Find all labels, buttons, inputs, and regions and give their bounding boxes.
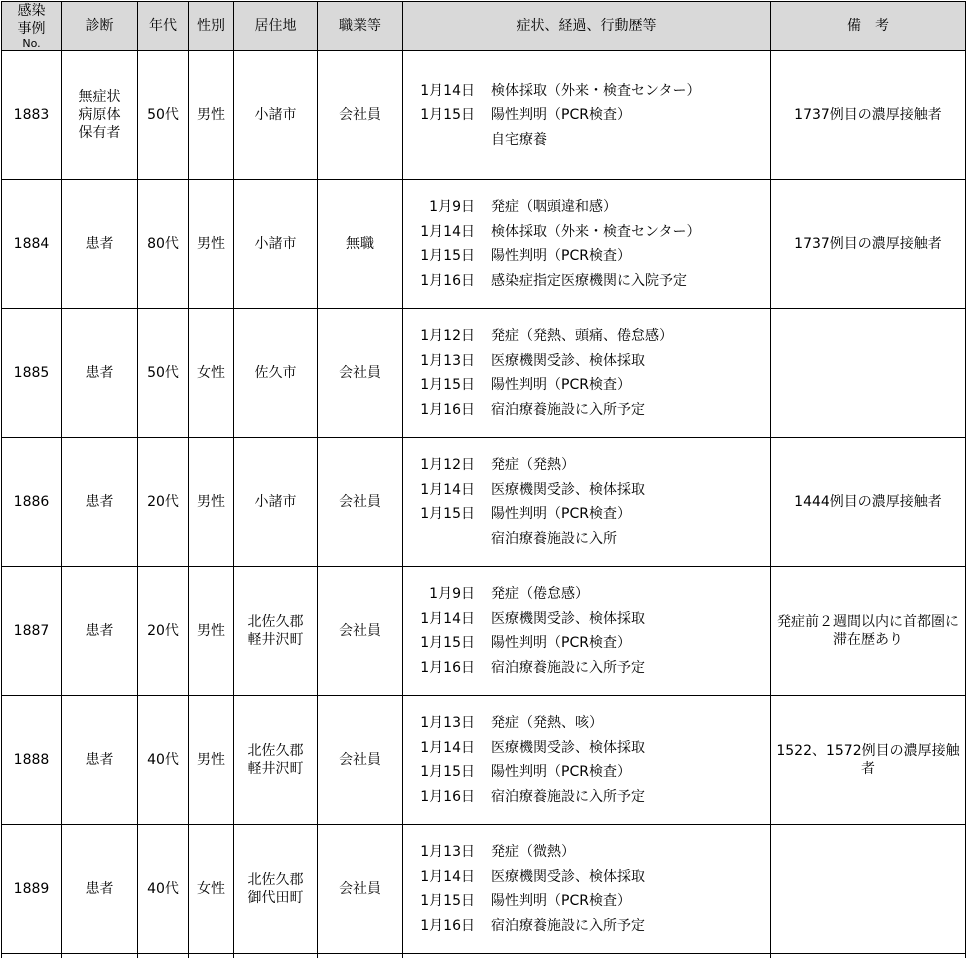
diagnosis-cell <box>62 51 138 180</box>
sex: 男性 <box>189 180 234 309</box>
occupation: 会社員 <box>318 567 403 696</box>
history-date: 1月16日 <box>403 401 491 419</box>
history-event: 宿泊療養施設に入所 <box>491 530 617 548</box>
occupation: 会社員 <box>318 438 403 567</box>
table-cell-partial <box>403 954 771 958</box>
header-notes: 備 考 <box>771 2 966 51</box>
history-entry <box>403 478 770 503</box>
table-cell-partial <box>318 954 403 958</box>
history-event: 陽性判明（PCR検査） <box>491 634 631 652</box>
history-date: 1月13日 <box>403 714 491 732</box>
history-date: 1月14日 <box>403 610 491 628</box>
case-number: 1884 <box>2 180 62 309</box>
diagnosis: 患者 <box>72 880 128 898</box>
history-event: 宿泊療養施設に入所予定 <box>491 917 645 935</box>
history-date: 1月14日 <box>403 481 491 499</box>
history-date: 1月16日 <box>403 917 491 935</box>
history-date: 1月9日 <box>403 198 491 216</box>
header-age: 年代 <box>138 2 189 51</box>
case-number: 1889 <box>2 825 62 954</box>
diagnosis: 無症状 病原体 保有者 <box>72 88 128 142</box>
history-event: 陽性判明（PCR検査） <box>491 505 631 523</box>
history-entry <box>403 840 770 865</box>
diagnosis-cell <box>62 438 138 567</box>
history-entry <box>403 453 770 478</box>
table-cell-partial <box>234 954 318 958</box>
history-event: 医療機関受診、検体採取 <box>491 610 645 628</box>
history-date: 1月12日 <box>403 456 491 474</box>
case-number: 1886 <box>2 438 62 567</box>
history-date: 1月13日 <box>403 352 491 370</box>
table-cell-partial <box>771 954 966 958</box>
notes: 1737例目の濃厚接触者 <box>771 51 966 180</box>
sex: 男性 <box>189 438 234 567</box>
diagnosis: 患者 <box>72 751 128 769</box>
history-date: 1月14日 <box>403 82 491 100</box>
residence: 小諸市 <box>234 438 318 567</box>
history-event: 発症（咽頭違和感） <box>491 198 617 216</box>
history-entry <box>403 220 770 245</box>
table-cell-partial <box>62 954 138 958</box>
history-event: 自宅療養 <box>491 131 547 149</box>
occupation: 無職 <box>318 180 403 309</box>
history-event: 医療機関受診、検体採取 <box>491 481 645 499</box>
occupation: 会社員 <box>318 825 403 954</box>
diagnosis: 患者 <box>72 493 128 511</box>
history-date: 1月13日 <box>403 843 491 861</box>
case-row <box>2 696 966 825</box>
header-diagnosis: 診断 <box>62 2 138 51</box>
history-date: 1月15日 <box>403 106 491 124</box>
case-table <box>1 1 966 958</box>
sex: 女性 <box>189 309 234 438</box>
occupation: 会社員 <box>318 51 403 180</box>
history-date: 1月15日 <box>403 892 491 910</box>
history-cell <box>403 438 771 567</box>
history-event: 感染症指定医療機関に入院予定 <box>491 272 687 290</box>
occupation: 会社員 <box>318 309 403 438</box>
header-row <box>2 2 966 51</box>
diagnosis: 患者 <box>72 235 128 253</box>
header-case-no-line3: No. <box>2 38 61 50</box>
history-entry <box>403 760 770 785</box>
history-entry <box>403 502 770 527</box>
history-event: 医療機関受診、検体採取 <box>491 868 645 886</box>
history-entry <box>403 195 770 220</box>
sex: 男性 <box>189 567 234 696</box>
history-entry <box>403 324 770 349</box>
history-cell <box>403 567 771 696</box>
history-entry <box>403 527 770 552</box>
history-entry <box>403 127 770 152</box>
table-cell-partial <box>138 954 189 958</box>
history-entry <box>403 736 770 761</box>
history-date: 1月15日 <box>403 505 491 523</box>
history-date: 1月9日 <box>403 585 491 603</box>
history-entry <box>403 607 770 632</box>
history-date: 1月14日 <box>403 739 491 757</box>
notes: 発症前２週間以内に首都圏に滞在歴あり <box>771 567 966 696</box>
case-number: 1885 <box>2 309 62 438</box>
history-event: 発症（倦怠感） <box>491 585 589 603</box>
diagnosis: 患者 <box>72 364 128 382</box>
history-event: 陽性判明（PCR検査） <box>491 376 631 394</box>
occupation: 会社員 <box>318 696 403 825</box>
history-entry <box>403 373 770 398</box>
history-event: 陽性判明（PCR検査） <box>491 106 631 124</box>
history-entry <box>403 631 770 656</box>
case-row <box>2 51 966 180</box>
history-event: 陽性判明（PCR検査） <box>491 247 631 265</box>
history-date: 1月15日 <box>403 376 491 394</box>
history-event: 宿泊療養施設に入所予定 <box>491 788 645 806</box>
header-occupation: 職業等 <box>318 2 403 51</box>
residence: 小諸市 <box>234 180 318 309</box>
history-event: 発症（発熱） <box>491 456 575 474</box>
diagnosis-cell <box>62 567 138 696</box>
residence: 北佐久郡 軽井沢町 <box>234 567 318 696</box>
notes: 1522、1572例目の濃厚接触者 <box>771 696 966 825</box>
history-date: 1月16日 <box>403 788 491 806</box>
case-number: 1883 <box>2 51 62 180</box>
case-row <box>2 567 966 696</box>
history-event: 医療機関受診、検体採取 <box>491 739 645 757</box>
diagnosis-cell <box>62 825 138 954</box>
header-case-no <box>2 2 62 51</box>
history-entry <box>403 889 770 914</box>
header-case-no-line1: 感染 <box>18 3 46 19</box>
history-cell <box>403 696 771 825</box>
case-number: 1888 <box>2 696 62 825</box>
notes <box>771 309 966 438</box>
history-cell <box>403 180 771 309</box>
diagnosis-cell <box>62 180 138 309</box>
sex: 女性 <box>189 825 234 954</box>
history-event: 陽性判明（PCR検査） <box>491 892 631 910</box>
age-group: 40代 <box>138 696 189 825</box>
notes: 1737例目の濃厚接触者 <box>771 180 966 309</box>
history-cell <box>403 309 771 438</box>
diagnosis-cell <box>62 309 138 438</box>
history-date: 1月16日 <box>403 272 491 290</box>
residence: 小諸市 <box>234 51 318 180</box>
history-event: 宿泊療養施設に入所予定 <box>491 401 645 419</box>
age-group: 80代 <box>138 180 189 309</box>
case-table-body <box>2 51 966 958</box>
header-sex: 性別 <box>189 2 234 51</box>
age-group: 50代 <box>138 309 189 438</box>
history-entry <box>403 103 770 128</box>
history-entry <box>403 269 770 294</box>
table-cell-partial <box>189 954 234 958</box>
history-date: 1月15日 <box>403 247 491 265</box>
history-event: 医療機関受診、検体採取 <box>491 352 645 370</box>
case-row <box>2 309 966 438</box>
history-entry <box>403 865 770 890</box>
header-residence: 居住地 <box>234 2 318 51</box>
history-entry <box>403 711 770 736</box>
header-case-no-line2: 事例 <box>18 21 46 37</box>
case-row <box>2 825 966 954</box>
case-row <box>2 180 966 309</box>
history-entry <box>403 78 770 103</box>
history-event: 検体採取（外来・検査センター） <box>491 223 700 241</box>
age-group: 20代 <box>138 438 189 567</box>
history-event: 発症（発熱、頭痛、倦怠感） <box>491 327 673 345</box>
notes <box>771 825 966 954</box>
table-cell-partial <box>2 954 62 958</box>
header-history: 症状、経過、行動歴等 <box>403 2 771 51</box>
history-entry <box>403 785 770 810</box>
history-date: 1月14日 <box>403 223 491 241</box>
sex: 男性 <box>189 696 234 825</box>
residence: 北佐久郡 御代田町 <box>234 825 318 954</box>
history-date: 1月15日 <box>403 763 491 781</box>
residence: 北佐久郡 軽井沢町 <box>234 696 318 825</box>
history-date: 1月14日 <box>403 868 491 886</box>
history-event: 発症（微熱） <box>491 843 575 861</box>
history-date: 1月12日 <box>403 327 491 345</box>
notes: 1444例目の濃厚接触者 <box>771 438 966 567</box>
history-entry <box>403 914 770 939</box>
age-group: 50代 <box>138 51 189 180</box>
history-entry <box>403 582 770 607</box>
history-cell <box>403 825 771 954</box>
case-row <box>2 438 966 567</box>
age-group: 20代 <box>138 567 189 696</box>
history-entry <box>403 349 770 374</box>
diagnosis: 患者 <box>72 622 128 640</box>
history-event: 発症（発熱、咳） <box>491 714 603 732</box>
history-event: 検体採取（外来・検査センター） <box>491 82 700 100</box>
history-date: 1月15日 <box>403 634 491 652</box>
diagnosis-cell <box>62 696 138 825</box>
age-group: 40代 <box>138 825 189 954</box>
history-event: 陽性判明（PCR検査） <box>491 763 631 781</box>
table-row-partial <box>2 954 966 958</box>
history-date: 1月16日 <box>403 659 491 677</box>
history-entry <box>403 398 770 423</box>
history-entry <box>403 656 770 681</box>
residence: 佐久市 <box>234 309 318 438</box>
history-event: 宿泊療養施設に入所予定 <box>491 659 645 677</box>
sex: 男性 <box>189 51 234 180</box>
history-entry <box>403 244 770 269</box>
case-number: 1887 <box>2 567 62 696</box>
history-cell <box>403 51 771 180</box>
